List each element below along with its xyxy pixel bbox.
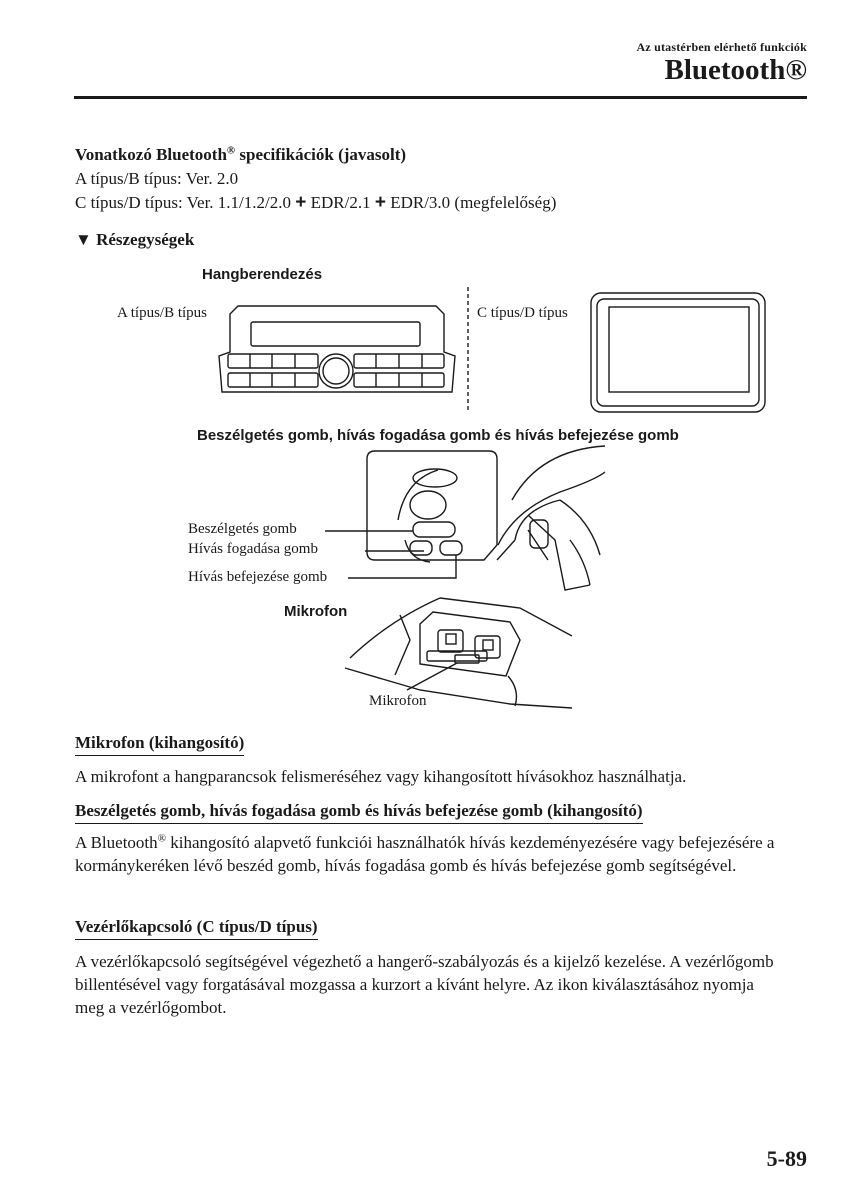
pickup-button-label: Hívás fogadása gomb [188, 541, 318, 557]
page-title: Bluetooth® [664, 54, 807, 86]
steering-switch-closeup-drawing [367, 451, 497, 562]
microphone-console-drawing [345, 598, 572, 708]
microphone-title: Mikrofon [284, 603, 348, 620]
steering-wheel-drawing [497, 446, 605, 590]
spec-line-cd: C típus/D típus: Ver. 1.1/1.2/2.0 + EDR/2.1 + EDR/3.0 (megfelelőség) [75, 192, 557, 213]
header-section-title: Az utastérben elérhető funkciók [636, 40, 807, 54]
section-heading: Vezérlőkapcsoló (C típus/D típus) [75, 917, 318, 940]
steering-buttons-title: Beszélgetés gomb, hívás fogadása gomb és hívás befejezése gomb [197, 427, 679, 444]
section-text: A mikrofont a hangparancsok felismeréséhez vagy kihangosított hívásokhoz használhatja. [75, 767, 687, 786]
spec-line-ab: A típus/B típus: Ver. 2.0 [75, 169, 239, 188]
section-microphone [75, 733, 775, 788]
talk-button-label: Beszélgetés gomb [188, 521, 297, 537]
audio-unit-title: Hangberendezés [202, 266, 323, 283]
page-number: 5-89 [766, 1146, 807, 1171]
section-text: A Bluetooth® kihangosító alapvető funkciói használhatók hívás kezdeményezésére vagy befejezésére a kormánykeréken lévő beszéd gomb, hívás fogadása gomb és hívás befejezése gomb segítségével. [75, 832, 775, 875]
hangup-button-label: Hívás befejezése gomb [188, 569, 328, 585]
triangle-marker-icon: ▼ [75, 230, 92, 249]
section-heading: Mikrofon (kihangosító) [75, 733, 244, 756]
audio-unit-ab-drawing [219, 306, 455, 392]
section-commander-switch [75, 917, 785, 1019]
type-cd-label: C típus/D típus [477, 305, 568, 321]
section-text: A vezérlőkapcsoló segítségével végezhető a hangerő-szabályozás és a kijelző kezelése. A vezérlőgomb billentésével vagy forgatásával mozgassa a kurzort a kívánt helyre. Az ikon kiválasztásához nyomja meg a vezérlőgombot. [75, 952, 774, 1017]
section-call-buttons [75, 801, 785, 877]
section-heading: Beszélgetés gomb, hívás fogadása gomb és hívás befejezése gomb (kihangosító) [75, 801, 643, 824]
microphone-label: Mikrofon [369, 693, 427, 709]
type-ab-label: A típus/B típus [117, 305, 208, 321]
components-heading: ▼ Részegységek [75, 230, 195, 249]
spec-heading: Vonatkozó Bluetooth® specifikációk (javasolt) [75, 144, 407, 164]
display-unit-cd-drawing [591, 293, 765, 412]
